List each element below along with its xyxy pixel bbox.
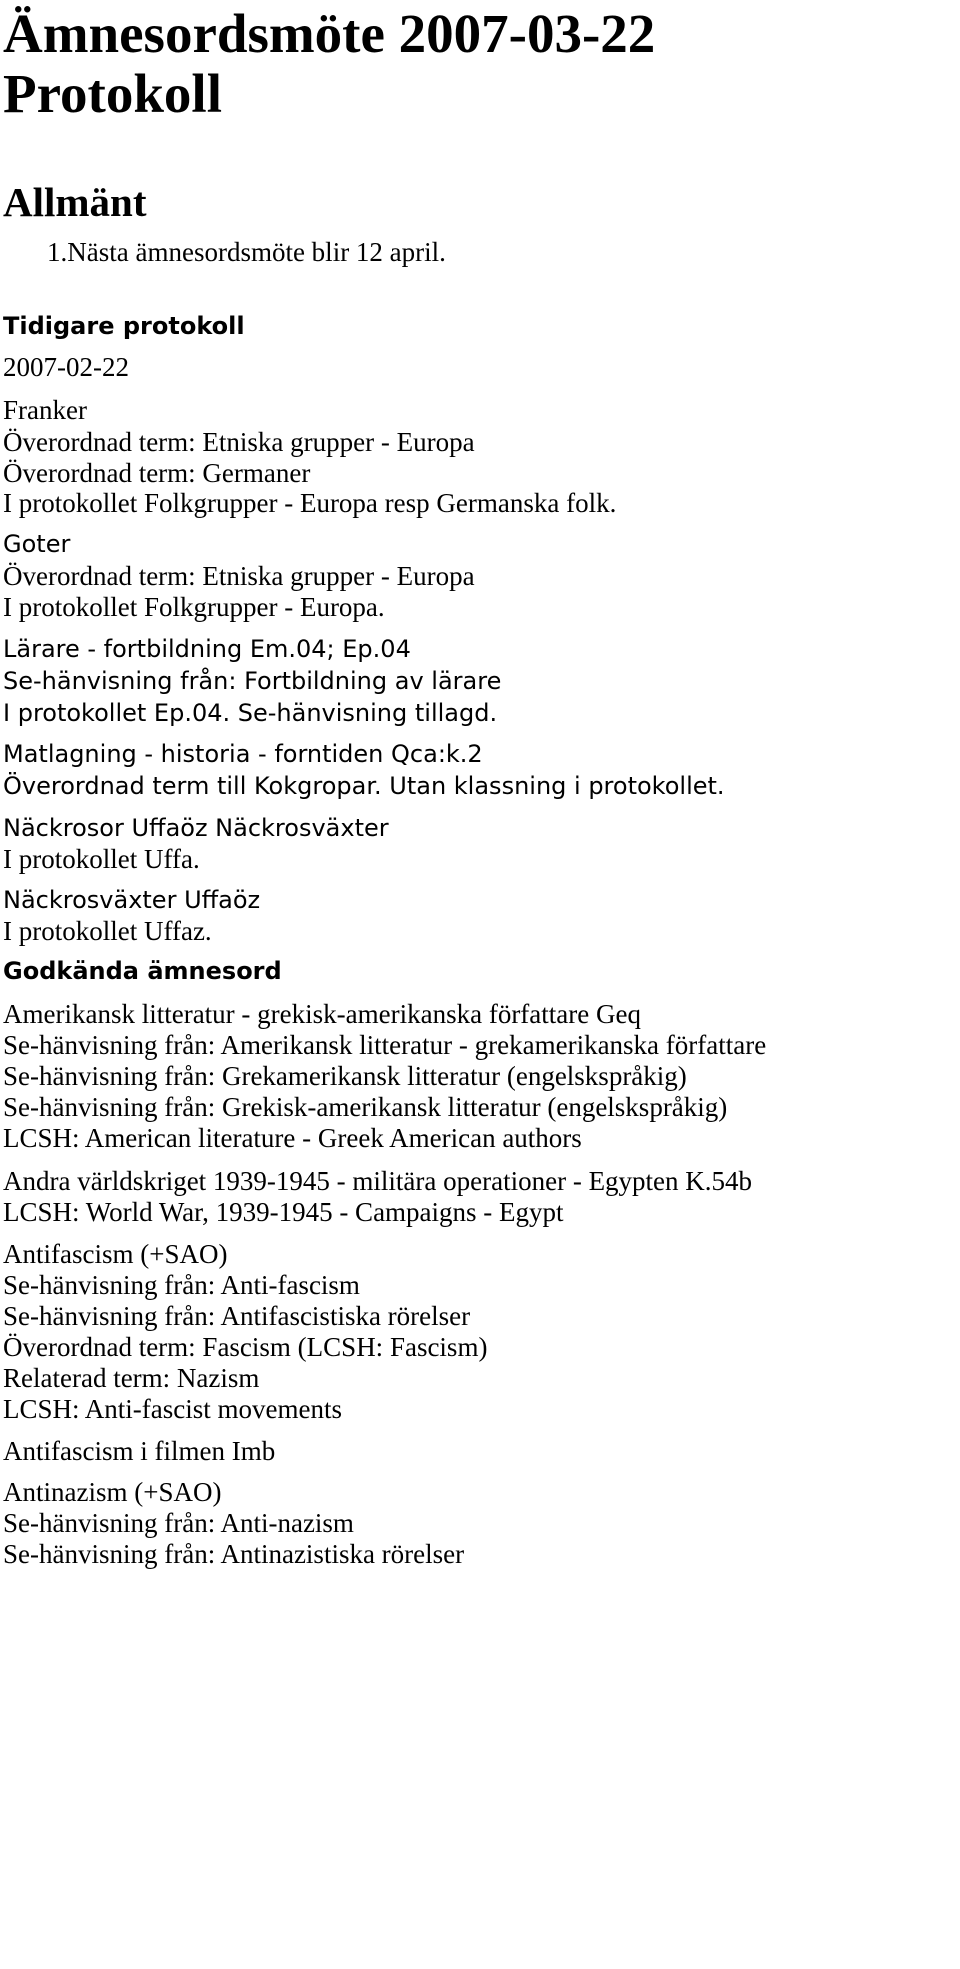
text-line: Amerikansk litteratur - grekisk-amerikanska författare Geq [3,999,641,1029]
protocol-date: 2007-02-22 [3,352,129,382]
text-line: I protokollet Ep.04. Se-hänvisning tillagd. [3,699,498,727]
text-line: Se-hänvisning från: Antinazistiska rörelser [3,1539,465,1569]
text-line: Relaterad term: Nazism [3,1363,260,1393]
text-line: I protokollet Uffa. [3,844,200,874]
text-line: Överordnad term till Kokgropar. Utan klassning i protokollet. [3,772,725,800]
text-line: LCSH: Anti-fascist movements [3,1394,342,1424]
text-line: Se-hänvisning från: Antifascistiska rörelser [3,1301,471,1331]
text-line: LCSH: World War, 1939-1945 - Campaigns - Egypt [3,1197,564,1227]
text-line: Antifascism (+SAO) [3,1239,228,1269]
text-line: I protokollet Folkgrupper - Europa. [3,592,385,622]
section-heading-tidigare-protokoll: Tidigare protokoll [3,312,245,340]
text-line: Se-hänvisning från: Fortbildning av lärare [3,667,502,695]
list-item: 1.Nästa ämnesordsmöte blir 12 april. [47,237,446,267]
text-line: Antinazism (+SAO) [3,1477,222,1507]
text-line: Goter [3,530,71,558]
text-line: Se-hänvisning från: Anti-fascism [3,1270,360,1300]
text-line: Överordnad term: Germaner [3,458,311,488]
text-line: Överordnad term: Etniska grupper - Europa [3,427,475,457]
text-line: I protokollet Uffaz. [3,916,212,946]
text-line: Överordnad term: Etniska grupper - Europa [3,561,475,591]
text-line: Matlagning - historia - forntiden Qca:k.2 [3,740,483,768]
document-title-line-1: Ämnesordsmöte 2007-03-22 [3,3,656,64]
text-line: Se-hänvisning från: Anti-nazism [3,1508,354,1538]
text-line: Antifascism i filmen Imb [3,1436,276,1466]
text-line: Lärare - fortbildning Em.04; Ep.04 [3,635,411,663]
text-line: Se-hänvisning från: Amerikansk litteratur - grekamerikanska författare [3,1030,767,1060]
section-heading-godkanda-amnesord: Godkända ämnesord [3,957,282,985]
text-line: Se-hänvisning från: Grekisk-amerikansk litteratur (engelskspråkig) [3,1092,728,1122]
text-line: Andra världskriget 1939-1945 - militära operationer - Egypten K.54b [3,1166,753,1196]
text-line: LCSH: American literature - Greek American authors [3,1123,582,1153]
document-title-line-2: Protokoll [3,63,222,124]
section-heading-allmant: Allmänt [3,179,147,225]
text-line: Överordnad term: Fascism (LCSH: Fascism) [3,1332,488,1362]
text-line: I protokollet Folkgrupper - Europa resp Germanska folk. [3,488,617,518]
text-line: Se-hänvisning från: Grekamerikansk litteratur (engelskspråkig) [3,1061,687,1091]
text-line: Franker [3,395,87,425]
text-line: Näckrosväxter Uffaöz [3,886,261,914]
text-line: Näckrosor Uffaöz Näckrosväxter [3,814,389,842]
